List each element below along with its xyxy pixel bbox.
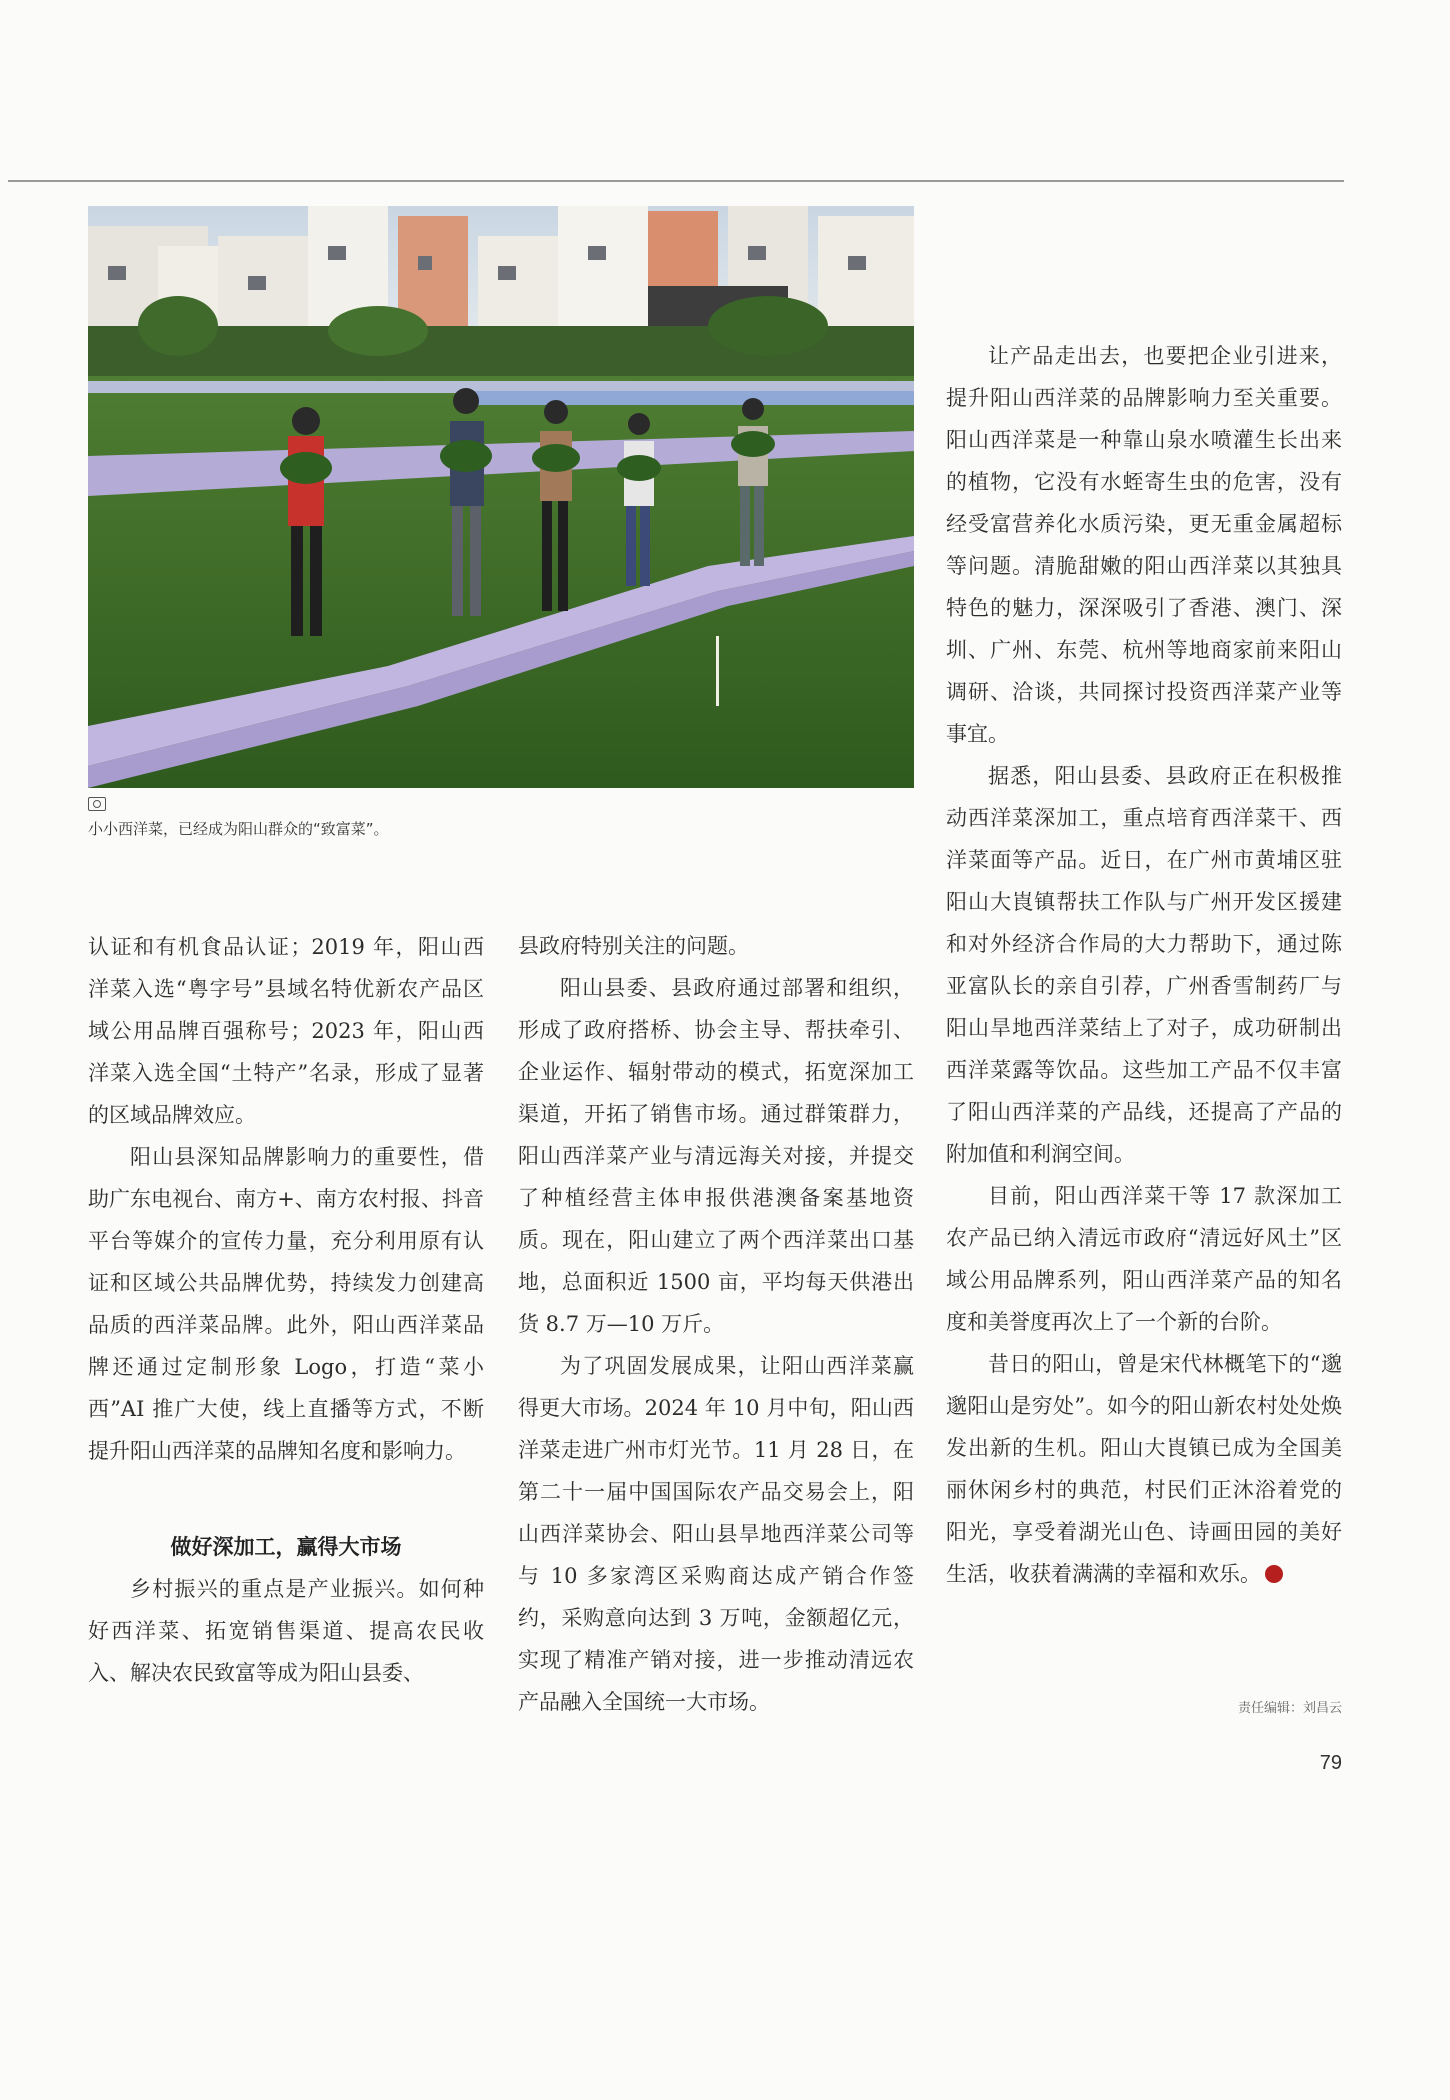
paragraph xyxy=(946,1343,1342,1595)
paragraph: 让产品走出去，也要把企业引进来，提升阳山西洋菜的品牌影响力至关重要。阳山西洋菜是一种靠山泉水喷灌生长出来的植物，它没有水蛭寄生虫的危害，没有经受富营养化水质污染，更无重金属超标等问题。清脆甜嫩的阳山西洋菜以其独具特色的魅力，深深吸引了香港、澳门、深圳、广州、东莞、杭州等地商家前来阳山调研、洽谈，共同探讨投资西洋菜产业等事宜。 xyxy=(946,344,1342,746)
camera-icon xyxy=(88,797,106,811)
paragraph: 阳山县深知品牌影响力的重要性，借助广东电视台、南方+、南方农村报、抖音平台等媒介的宣传力量，充分利用原有认证和区域公共品牌优势，持续发力创建高品质的西洋菜品牌。此外，阳山西洋菜品牌还通过定制形象 Logo，打造“菜小西”AI 推广大使，线上直播等方式，不断提升阳山西洋菜的品牌知名度和影响力。 xyxy=(88,1145,484,1463)
article-photo xyxy=(88,206,914,788)
paragraph: 乡村振兴的重点是产业振兴。如何种好西洋菜、拓宽销售渠道、提高农民收入、解决农民致富等成为阳山县委、 xyxy=(88,1577,484,1685)
paragraph: 为了巩固发展成果，让阳山西洋菜赢得更大市场。2024 年 10 月中旬，阳山西洋菜走进广州市灯光节。11 月 28 日，在第二十一届中国国际农产品交易会上，阳山西洋菜协会、阳山县旱地西洋菜公司等与 10 多家湾区采购商达成产销合作签约，采购意向达到 3 万吨，金额超亿元，实现了精准产销对接，进一步推动清远农产品融入全国统一大市场。 xyxy=(518,1354,914,1714)
page-number: 79 xyxy=(1319,1752,1342,1774)
paragraph-text: 昔日的阳山，曾是宋代林概笔下的“邈邈阳山是穷处”。如今的阳山新农村处处焕发出新的生机。阳山大崀镇已成为全国美丽休闲乡村的典范，村民们正沐浴着党的阳光，享受着湖光山色、诗画田园的美好生活，收获着满满的幸福和欢乐。 xyxy=(946,1352,1342,1586)
paragraph: 县政府特别关注的问题。 xyxy=(518,934,749,958)
article-column-1 xyxy=(88,926,484,1694)
editor-credit: 责任编辑：刘昌云 xyxy=(1237,1701,1342,1716)
end-mark-icon xyxy=(1265,1565,1283,1583)
section-heading: 做好深加工，赢得大市场 xyxy=(170,1535,402,1559)
article-column-2 xyxy=(518,925,914,1723)
header-rule xyxy=(8,180,1344,182)
paragraph: 目前，阳山西洋菜干等 17 款深加工农产品已纳入清远市政府“清远好风土”区域公用品牌系列，阳山西洋菜产品的知名度和美誉度再次上了一个新的台阶。 xyxy=(946,1184,1342,1334)
paragraph: 阳山县委、县政府通过部署和组织，形成了政府搭桥、协会主导、帮扶牵引、企业运作、辐射带动的模式，拓宽深加工渠道，开拓了销售市场。通过群策群力，阳山西洋菜产业与清远海关对接，并提交了种植经营主体申报供港澳备案基地资质。现在，阳山建立了两个西洋菜出口基地，总面积近 1500 亩，平均每天供港出货 8.7 万—10 万斤。 xyxy=(518,976,914,1336)
article-column-3 xyxy=(946,335,1342,1595)
paragraph: 认证和有机食品认证；2019 年，阳山西洋菜入选“粤字号”县域名特优新农产品区域公用品牌百强称号；2023 年，阳山西洋菜入选全国“土特产”名录，形成了显著的区域品牌效应。 xyxy=(88,935,484,1127)
paragraph: 据悉，阳山县委、县政府正在积极推动西洋菜深加工，重点培育西洋菜干、西洋菜面等产品。近日，在广州市黄埔区驻阳山大崀镇帮扶工作队与广州开发区援建和对外经济合作局的大力帮助下，通过陈亚富队长的亲自引荐，广州香雪制药厂与阳山旱地西洋菜结上了对子，成功研制出西洋菜露等饮品。这些加工产品不仅丰富了阳山西洋菜的产品线，还提高了产品的附加值和利润空间。 xyxy=(946,764,1342,1166)
photo-caption: 小小西洋菜，已经成为阳山群众的“致富菜”。 xyxy=(88,820,389,838)
